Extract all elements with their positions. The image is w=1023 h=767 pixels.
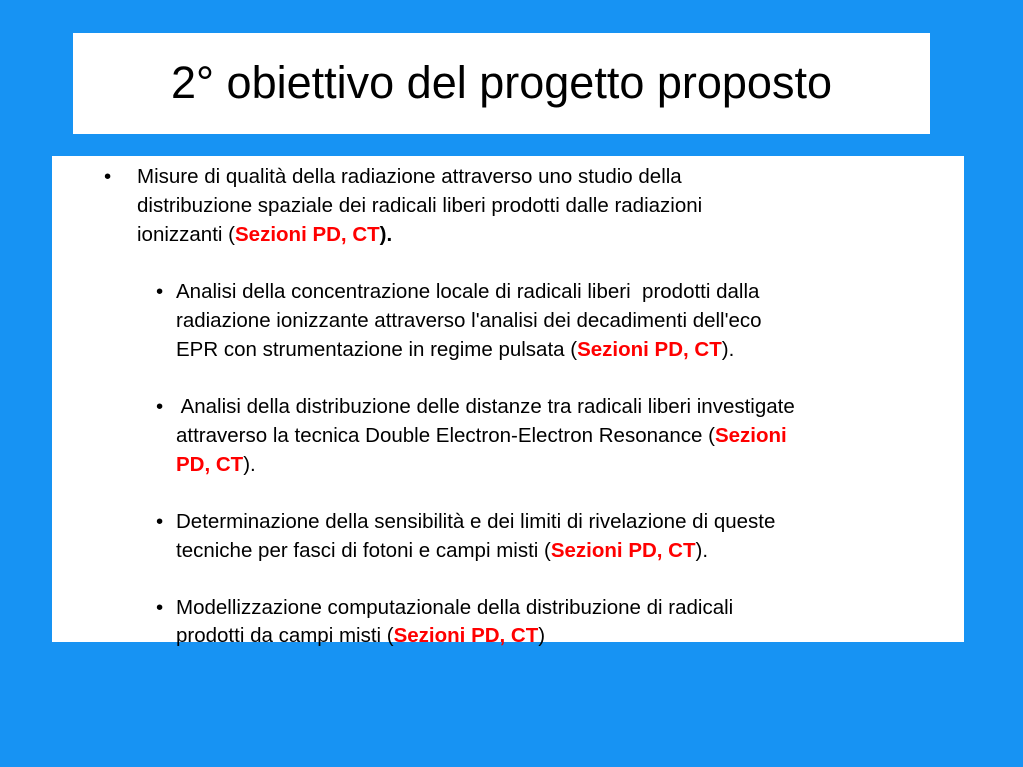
title-box (73, 33, 930, 134)
main-bullet-highlight: Sezioni PD, CT (235, 223, 380, 246)
bullet-dot: • (156, 510, 164, 533)
main-bullet-text: ionizzanti ( (137, 223, 235, 246)
bullet-dot: • (104, 165, 112, 188)
sub-bullet-2-highlight-b: PD, CT (176, 453, 244, 476)
main-bullet-line-1: Misure di qualità della radiazione attraverso uno studio della (137, 165, 682, 188)
main-bullet-line-2: distribuzione spaziale dei radicali liberi prodotti dalle radiazioni (137, 194, 703, 217)
sub-bullet-4-suffix: ) (538, 624, 546, 647)
sub-bullet-1-suffix: ). (721, 338, 735, 361)
sub-bullet-3-highlight: Sezioni PD, CT (550, 539, 696, 562)
sub-bullet-1-highlight: Sezioni PD, CT (577, 338, 722, 361)
sub-bullet-1-line-1: Analisi della concentrazione locale di radicali liberi prodotti dalla (176, 280, 760, 303)
sub-bullet-1-line-2: radiazione ionizzante attraverso l'analisi dei decadimenti dell'eco (176, 309, 762, 332)
sub-bullet-4-line-2 (176, 624, 545, 648)
sub-bullet-2-line-3 (176, 453, 256, 477)
sub-bullet-2-suffix: ). (243, 453, 256, 476)
sub-bullet-2-line-2 (176, 424, 787, 448)
sub-bullet-3-suffix: ). (695, 539, 709, 562)
sub-bullet-1-text: EPR con strumentazione in regime pulsata ( (176, 338, 578, 361)
sub-bullet-4-line-1: Modellizzazione computazionale della distribuzione di radicali (176, 596, 734, 619)
sub-bullet-4-highlight: Sezioni PD, CT (393, 624, 539, 647)
sub-bullet-1-line-3 (176, 338, 734, 362)
sub-bullet-2-text: attraverso la tecnica Double Electron-Electron Resonance ( (176, 424, 715, 447)
sub-bullet-3-line-1: Determinazione della sensibilità e dei limiti di rivelazione di queste (176, 510, 776, 533)
main-bullet-line-3 (137, 223, 392, 247)
sub-bullet-3-text: tecniche per fasci di fotoni e campi misti ( (176, 539, 551, 562)
bullet-dot: • (156, 280, 164, 303)
sub-bullet-3-line-2 (176, 539, 708, 563)
sub-bullet-2-line-1: Analisi della distribuzione delle distanze tra radicali liberi investigate (176, 395, 795, 418)
sub-bullet-2-highlight-a: Sezioni (714, 424, 787, 447)
slide-title: 2° obiettivo del progetto proposto (171, 57, 832, 108)
sub-bullet-4-text: prodotti da campi misti ( (176, 624, 394, 647)
content-box (52, 156, 964, 647)
bullet-dot: • (156, 596, 164, 619)
main-bullet-suffix: ). (379, 223, 393, 246)
bullet-dot: • (156, 395, 164, 418)
